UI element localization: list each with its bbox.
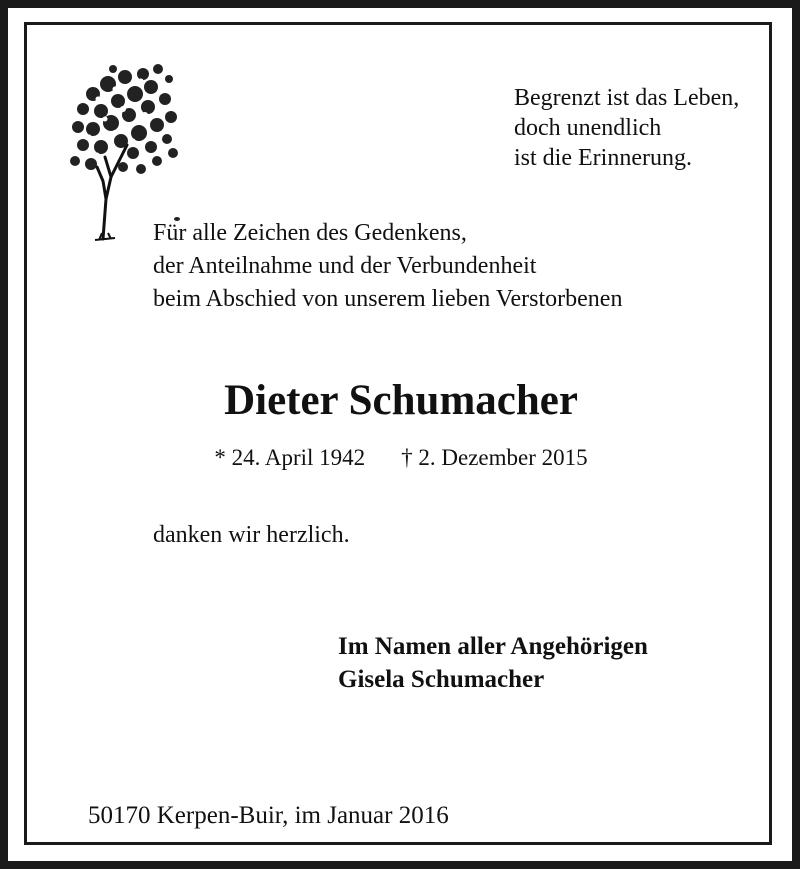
intro-line: beim Abschied von unserem lieben Verstorbenen bbox=[153, 286, 623, 312]
quote-line: doch unendlich bbox=[514, 115, 662, 141]
signature-name: Gisela Schumacher bbox=[338, 666, 545, 693]
life-dates bbox=[27, 443, 775, 473]
signature-line: Im Namen aller Angehörigen bbox=[338, 633, 648, 660]
intro-line: Für alle Zeichen des Gedenkens, bbox=[153, 220, 467, 246]
intro-line: der Anteilnahme und der Verbundenheit bbox=[153, 253, 537, 279]
quote bbox=[514, 83, 739, 173]
intro-text bbox=[153, 217, 622, 316]
signature bbox=[338, 630, 648, 696]
quote-line: Begrenzt ist das Leben, bbox=[514, 85, 740, 111]
inner-frame bbox=[24, 22, 772, 845]
death-date: † 2. Dezember 2015 bbox=[401, 445, 588, 470]
outer-frame bbox=[8, 8, 792, 861]
quote-line: ist die Erinnerung. bbox=[514, 145, 692, 171]
deceased-name: Dieter Schumacher bbox=[224, 377, 578, 424]
birth-date: * 24. April 1942 bbox=[214, 445, 366, 470]
tree-icon bbox=[53, 49, 183, 244]
thanks-text: danken wir herzlich. bbox=[153, 522, 350, 548]
place-date: 50170 Kerpen-Buir, im Januar 2016 bbox=[88, 802, 449, 829]
